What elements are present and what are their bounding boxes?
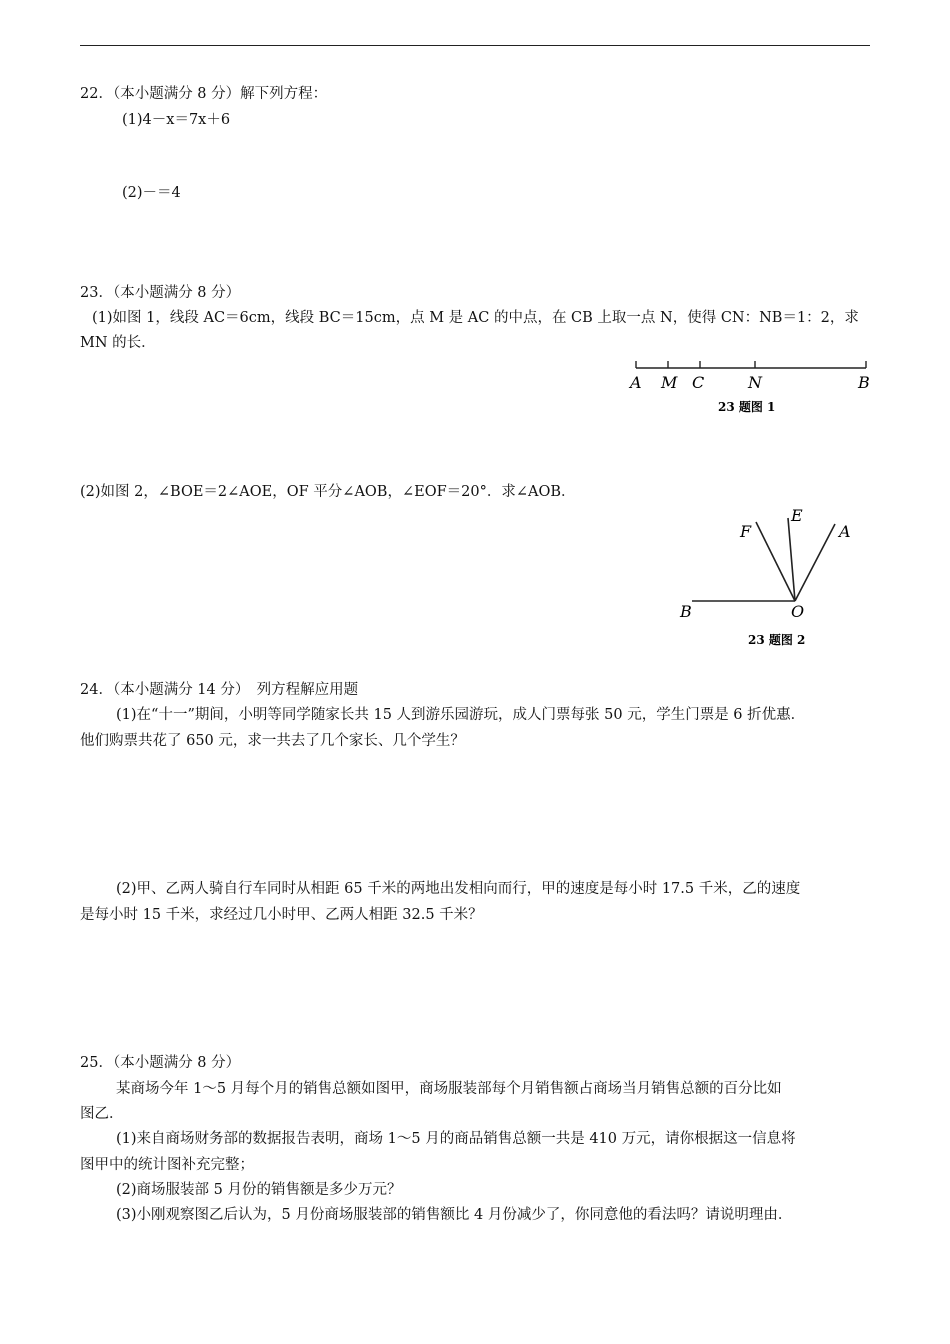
label-f: F: [740, 522, 752, 541]
q24-part2-line1: (2)甲、乙两人骑自行车同时从相距 65 千米的两地出发相向而行，甲的速度是每小时 17.5 千米，乙的速度: [116, 881, 801, 897]
q24-title: 24．（本小题满分 14 分） 列方程解应用题: [80, 682, 359, 698]
figure-23-2-angles: [670, 500, 870, 650]
q25-part2: (2)商场服装部 5 月份的销售额是多少万元？: [116, 1182, 402, 1198]
label-a: A: [630, 373, 642, 392]
q24-part1-line1: (1)在“十一”期间，小明等同学随家长共 15 人到游乐园游玩，成人门票每张 50 元，学生门票是 6 折优惠．: [116, 707, 806, 723]
q24-part2-line2: 是每小时 15 千米，求经过几小时甲、乙两人相距 32.5 千米？: [80, 907, 483, 923]
ray-oa: [795, 524, 835, 601]
q24-part1-line2: 他们购票共花了 650 元，求一共去了几个家长、几个学生？: [80, 733, 465, 749]
q25-part1-line2: 图甲中的统计图补充完整；: [80, 1157, 254, 1173]
label-m: M: [661, 373, 678, 392]
label-n: N: [748, 373, 762, 392]
q25-part3: (3)小刚观察图乙后认为，5 月份商场服装部的销售额比 4 月份减少了，你同意他的看法吗？请说明理由．: [116, 1207, 793, 1223]
label-c: C: [692, 373, 705, 392]
label-e: E: [791, 506, 803, 525]
label-b2: B: [680, 602, 692, 621]
q22-title: 22．（本小题满分 8 分）解下列方程：: [80, 86, 328, 102]
q23-part1-line2: MN 的长．: [80, 335, 156, 351]
q25-intro-line1: 某商场今年 1～5 月每个月的销售总额如图甲，商场服装部每个月销售额占商场当月销售总额的百分比如: [116, 1081, 782, 1097]
q23-part2: (2)如图 2，∠BOE＝2∠AOE，OF 平分∠AOB，∠EOF＝20°．求∠AOB．: [80, 484, 576, 500]
q23-part1-line1: (1)如图 1，线段 AC＝6cm，线段 BC＝15cm，点 M 是 AC 的中点，在 CB 上取一点 N，使得 CN：NB＝1：2，求: [92, 310, 859, 326]
q23-title: 23．（本小题满分 8 分）: [80, 285, 241, 301]
q22-part2: (2)－＝4: [122, 185, 181, 201]
figure-23-2-caption: 23 题图 2: [748, 633, 806, 647]
label-b: B: [858, 373, 870, 392]
figure-23-1-segment: [620, 356, 880, 420]
q25-title: 25．（本小题满分 8 分）: [80, 1055, 241, 1071]
q22-part1: (1)4－x＝7x＋6: [122, 112, 231, 128]
header-rule: [80, 45, 870, 46]
q25-intro-line2: 图乙．: [80, 1106, 124, 1122]
label-a2: A: [839, 522, 851, 541]
q25-part1-line1: (1)来自商场财务部的数据报告表明，商场 1～5 月的商品销售总额一共是 410 万元，请你根据这一信息将: [116, 1131, 796, 1147]
figure-23-1-caption: 23 题图 1: [718, 400, 776, 414]
label-o: O: [791, 602, 805, 621]
